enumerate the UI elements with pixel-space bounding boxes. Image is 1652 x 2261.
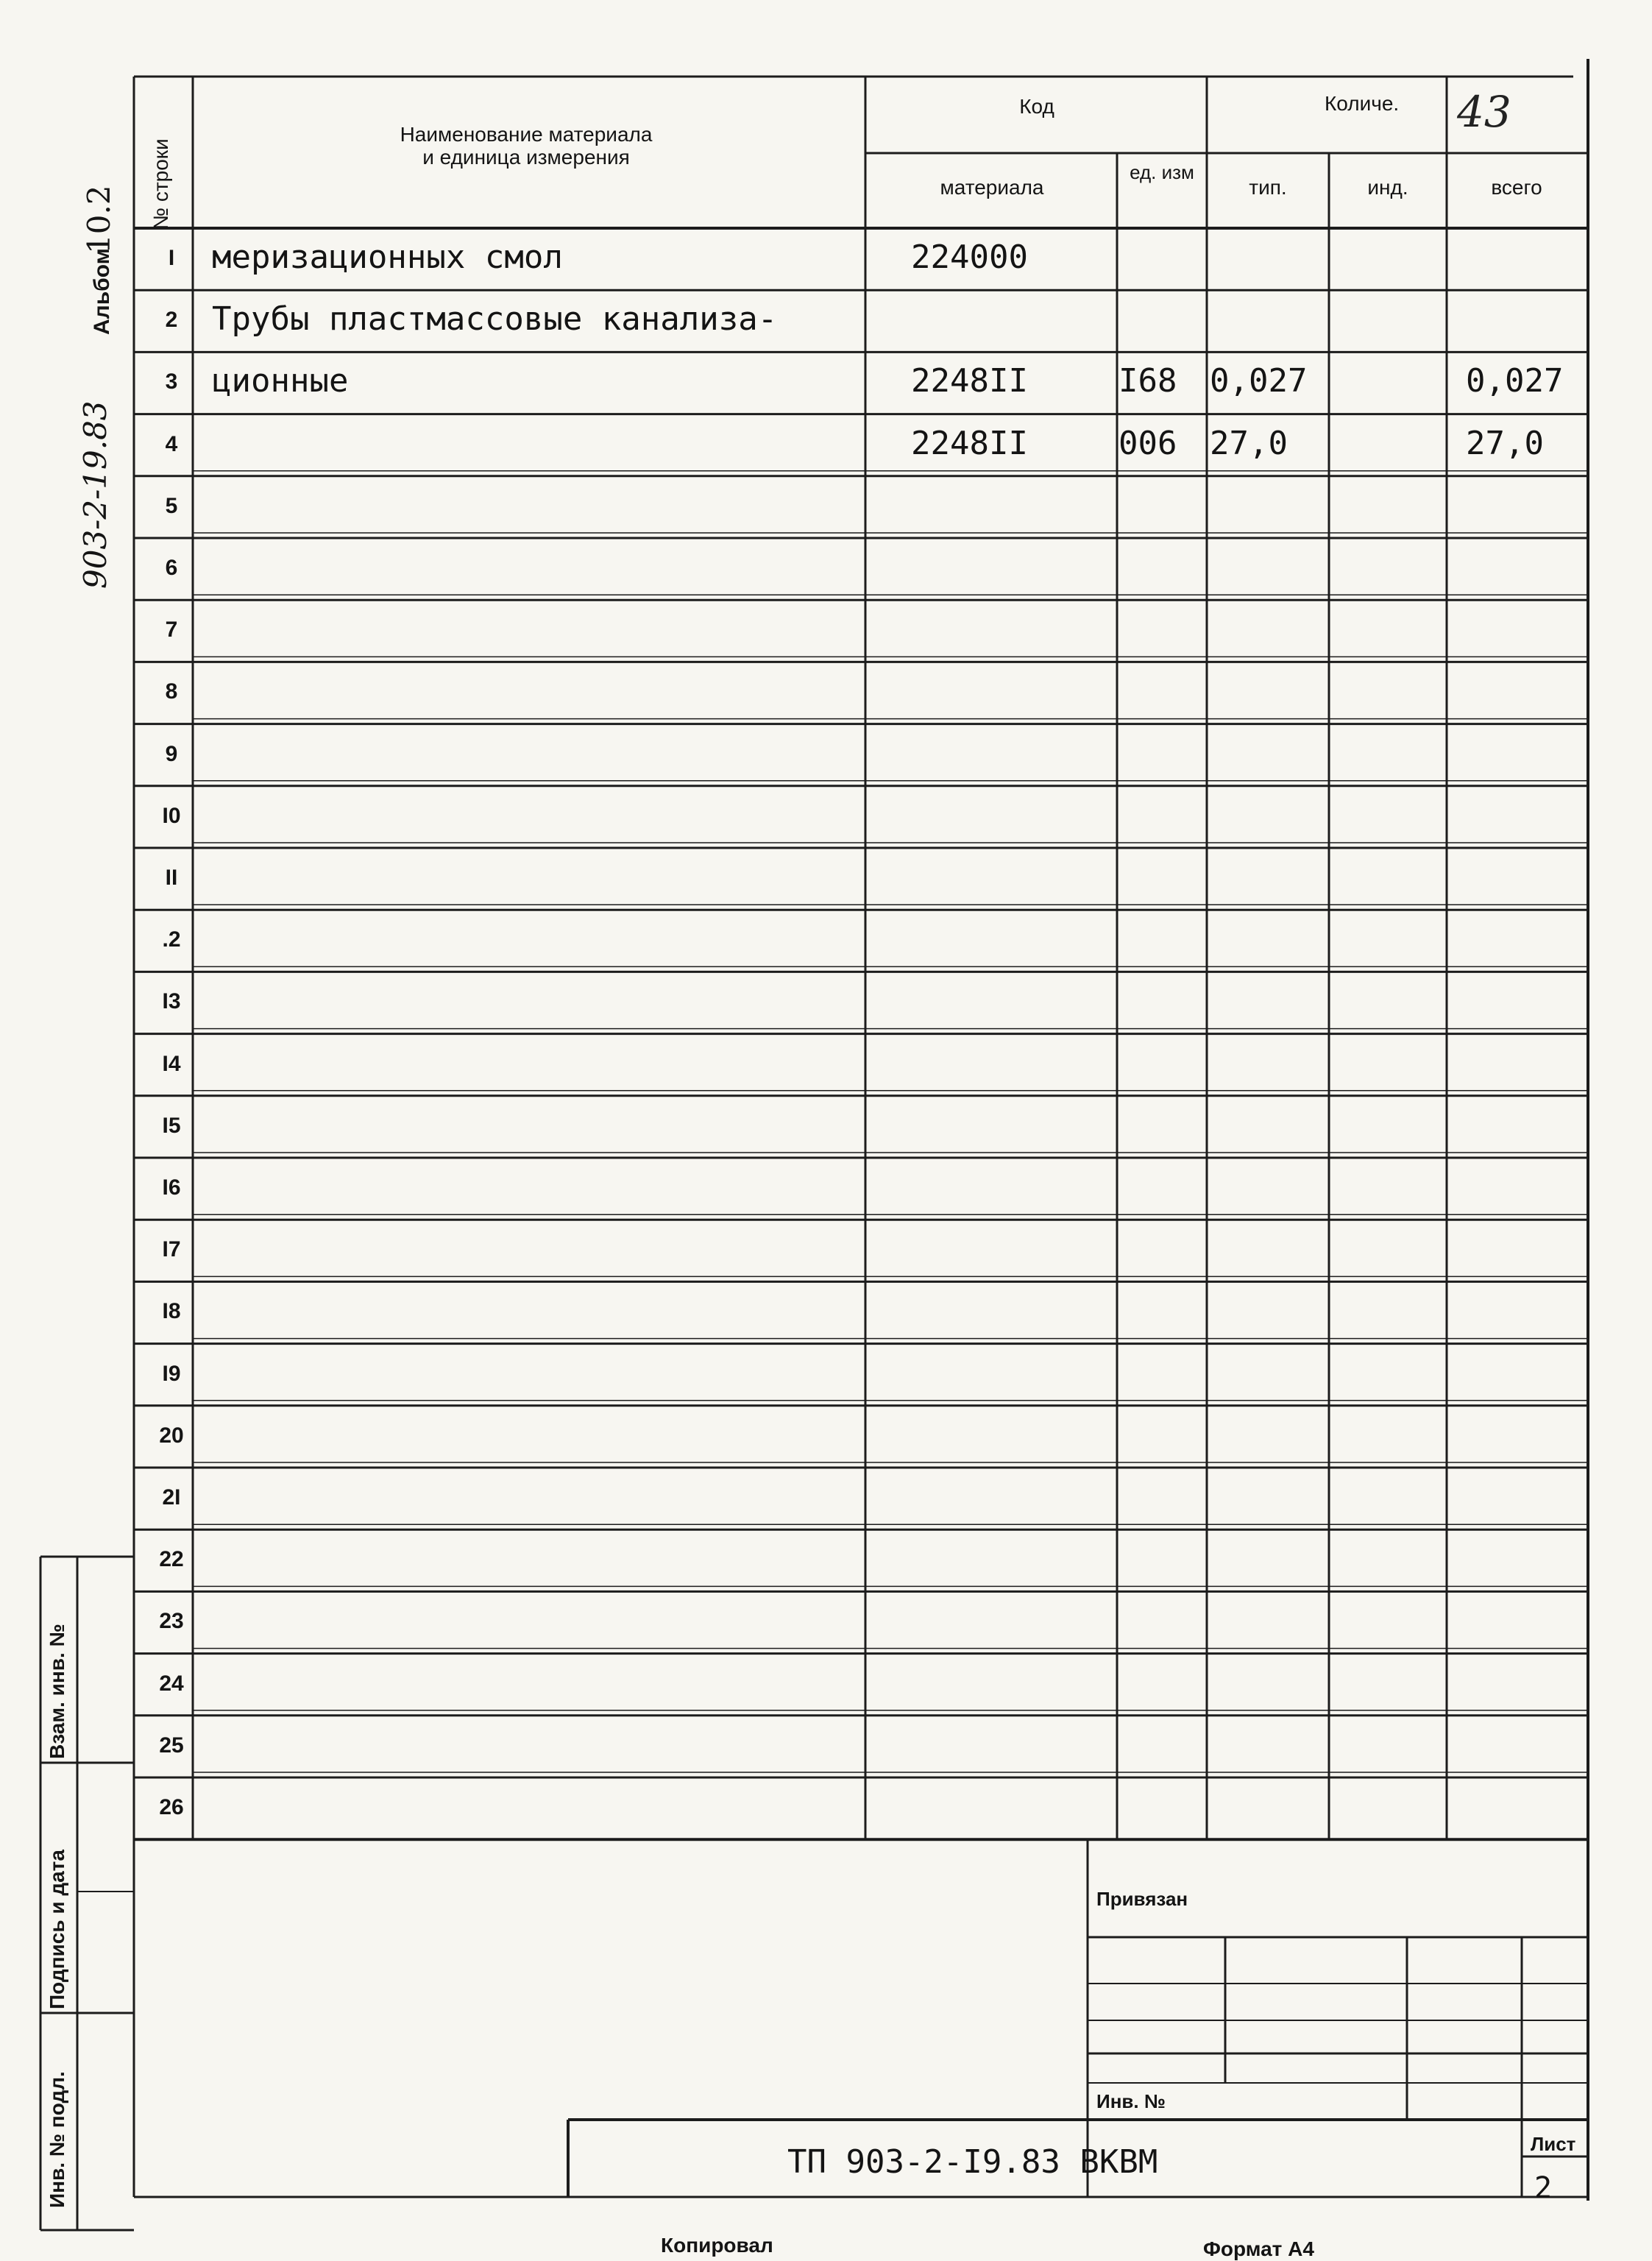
label-inv-no: Инв. № <box>1096 2090 1166 2112</box>
cell-name: меризационных смол <box>212 238 563 276</box>
cell-name: Трубы пластмассовые канализа- <box>212 300 778 339</box>
row-number: 26 <box>159 1795 184 1819</box>
cell-qty-type: 27,0 <box>1210 424 1288 462</box>
row-number: I3 <box>162 989 181 1014</box>
row-number: 2 <box>165 308 178 333</box>
album-number: 10.2 <box>81 185 117 254</box>
row-number: 6 <box>165 556 178 580</box>
stamp-podpis: Подпись и дата <box>46 1850 68 2009</box>
row-number: 25 <box>159 1733 184 1758</box>
header-qty-ind: инд. <box>1367 176 1408 199</box>
document-code: ТП 903-2-I9.83 ВКВМ <box>787 2143 1158 2181</box>
row-number: 8 <box>165 679 178 704</box>
stamp-vzam: Взам. инв. № <box>46 1624 68 1759</box>
row-number: I <box>168 246 175 270</box>
cell-unit-code: I68 <box>1119 362 1177 400</box>
row-number: .2 <box>162 927 181 952</box>
row-number: 3 <box>165 369 178 394</box>
header-code-material: материала <box>940 176 1044 199</box>
row-number: 23 <box>159 1609 184 1634</box>
album-label: Альбом <box>90 248 114 335</box>
row-number: 4 <box>165 431 178 456</box>
row-number: 5 <box>165 493 178 518</box>
header-qty-total: всего <box>1491 176 1542 199</box>
sheet-handwritten: 43 <box>1457 87 1511 137</box>
header-code-unit: ед. изм <box>1130 161 1194 183</box>
header-code-group: Код <box>1019 95 1054 118</box>
header-name-line2: и единица измерения <box>422 145 630 169</box>
cell-material-code: 2248II <box>911 362 1028 400</box>
row-number: I7 <box>162 1237 181 1262</box>
sheet-number: 2 <box>1534 2171 1553 2205</box>
header-qty-group: Количе. <box>1325 92 1400 115</box>
stamp-inv-podl: Инв. № подл. <box>46 2071 68 2208</box>
footer-format: Формат А4 <box>1203 2237 1314 2260</box>
cell-unit-code: 006 <box>1119 424 1177 462</box>
row-number: 2I <box>162 1485 181 1510</box>
label-sheet: Лист <box>1531 2133 1576 2155</box>
row-number: 24 <box>159 1671 184 1696</box>
row-number: I4 <box>162 1051 181 1076</box>
row-number: I9 <box>162 1361 181 1386</box>
footer-copied: Копировал <box>661 2234 773 2257</box>
album-project-number <box>77 400 113 589</box>
header-qty-type: тип. <box>1249 176 1287 199</box>
header-name <box>193 124 859 169</box>
label-privyazan: Привязан <box>1096 1888 1188 1910</box>
project-handwritten: 903-2-19.83 <box>77 400 113 589</box>
row-number: 20 <box>159 1423 184 1448</box>
cell-name: ционные <box>212 362 349 400</box>
cell-material-code: 2248II <box>911 424 1028 462</box>
row-number: 9 <box>165 741 178 766</box>
row-number: I0 <box>162 803 181 828</box>
cell-qty-type: 0,027 <box>1210 362 1308 400</box>
cell-qty-total: 27,0 <box>1466 424 1544 462</box>
header-name-line1: Наименование материала <box>400 123 653 146</box>
cell-qty-total: 0,027 <box>1466 362 1564 400</box>
row-number: II <box>165 866 178 890</box>
row-number: 7 <box>165 618 178 643</box>
header-row-number: № строки <box>149 138 172 230</box>
row-number: I5 <box>162 1113 181 1138</box>
row-number: I6 <box>162 1175 181 1200</box>
row-number: I8 <box>162 1299 181 1324</box>
cell-material-code: 224000 <box>911 238 1028 276</box>
row-number: 22 <box>159 1547 184 1572</box>
